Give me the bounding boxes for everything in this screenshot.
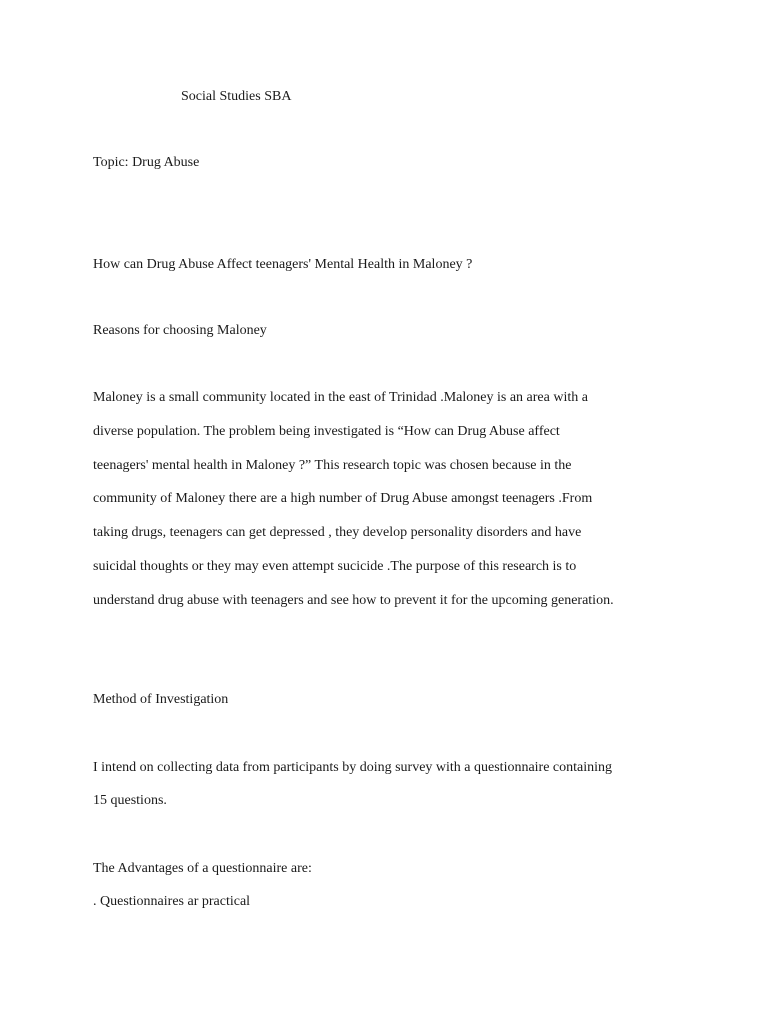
document-title: Social Studies SBA: [181, 89, 292, 104]
paragraph-line: understand drug abuse with teenagers and see how to prevent it for the upcoming generation.: [93, 592, 614, 608]
method-paragraph-line: I intend on collecting data from participants by doing survey with a questionnaire containing: [93, 760, 613, 775]
reasons-paragraph: [93, 389, 693, 626]
advantages-list-item: . Questionnaires ar practical: [93, 894, 251, 909]
paragraph-line: diverse population. The problem being investigated is “How can Drug Abuse affect: [93, 423, 560, 439]
method-paragraph-line: 15 questions.: [93, 793, 167, 808]
paragraph-line: taking drugs, teenagers can get depressed , they develop personality disorders and have: [93, 525, 582, 541]
research-question: How can Drug Abuse Affect teenagers' Mental Health in Maloney ?: [93, 257, 473, 272]
reasons-heading: Reasons for choosing Maloney: [93, 323, 267, 338]
advantages-heading: The Advantages of a questionnaire are:: [93, 861, 312, 876]
paragraph-line: community of Maloney there are a high number of Drug Abuse amongst teenagers .From: [93, 491, 593, 507]
paragraph-line: Maloney is a small community located in the east of Trinidad .Maloney is an area with a: [93, 390, 588, 405]
topic-line: Topic: Drug Abuse: [93, 155, 200, 170]
paragraph-line: suicidal thoughts or they may even attempt sucicide .The purpose of this research is to: [93, 558, 577, 574]
paragraph-line: teenagers' mental health in Maloney ?” This research topic was chosen because in the: [93, 457, 572, 473]
method-heading: Method of Investigation: [93, 692, 229, 707]
